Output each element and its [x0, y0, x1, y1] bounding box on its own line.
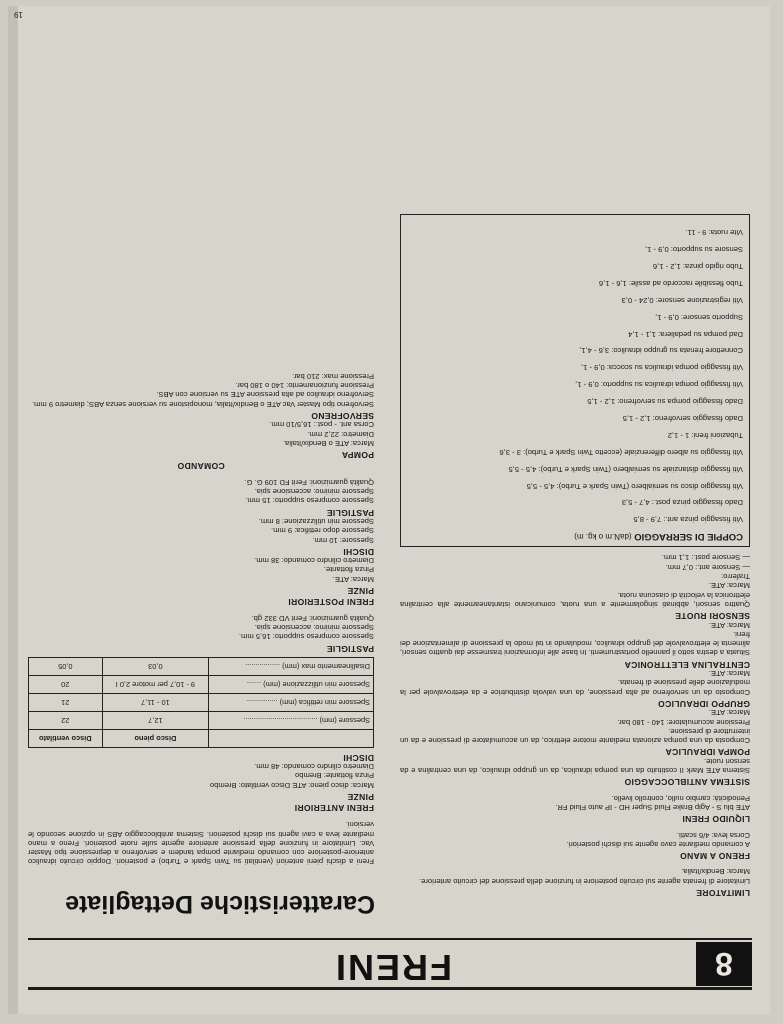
torque-item: Viti fissaggio disco su semialbero (Twin Spark e Turbo): 4,5 - 5,5	[526, 481, 743, 491]
rear-caliper-line: Diametro cilindro comando: 38 mm.	[254, 556, 374, 566]
front-caliper-line: Pinza flottante: Brembo	[295, 771, 374, 781]
rear-discs-title: DISCHI	[343, 546, 374, 557]
front-caliper-line: Diametro cilindro comando: 48 mm.	[254, 762, 374, 772]
rear-pads-title: PASTIGLIE	[326, 507, 374, 518]
rear-brakes-title: FRENI POSTERIORI	[288, 597, 374, 608]
section-front-brakes	[28, 613, 374, 812]
chapter-header	[28, 936, 752, 990]
torque-item: Viti fissaggio pompa idraulica su scocca: 0,9 - 1,	[581, 363, 743, 373]
abs-ecu-line: Marca: ATE.	[708, 620, 750, 630]
cell-vented: 21	[29, 693, 103, 711]
th-label	[209, 729, 374, 747]
torque-item: Viti registrazione sensore: 0,24 - 0,3	[621, 295, 743, 305]
torque-item: Tubo flessibile raccordo ad assile: 1,6 - 1,6	[598, 278, 743, 288]
page-sheet	[8, 6, 770, 1014]
front-pads-line: Spessore compreso supporto: 16,5 mm.	[238, 632, 374, 642]
cell-vented: 0,05	[29, 657, 103, 675]
torque-box	[400, 214, 750, 547]
column-left	[400, 214, 750, 904]
torque-title-text: COPPIE DI SERRAGGIO	[634, 531, 743, 543]
torque-item: Viti fissaggio distanziale su semialbero (Twin Spark e Turbo): 4,5 - 5,5	[508, 464, 743, 474]
limiter-line: Marca: Bendix/Italia.	[681, 867, 750, 877]
intro-paragraph: Freni a dischi pieni anteriori (ventilati su Twin Spark e Turbo) e posteriori. Doppio circuito idraulico anteriore-posteriore con comando mediante pompa tandem e servofreno a depressione tipo Master Vac. Limitatore in funzione della pressione anteriore agente sulle ruote posteriori. Freno a mano mediante leva a cavi agenti sui dischi posteriori. Sistema antibloccaggio ABS in opzione secondo le versioni.	[28, 820, 374, 867]
cell-full: 12,7	[102, 711, 209, 729]
cell-label: Spessore min utilizzazione (mm) .......	[209, 675, 374, 693]
abs-ecu-title: CENTRALINA ELETTRONICA	[624, 659, 750, 670]
torque-item: Vite ruota: 9 - 11.	[685, 228, 743, 238]
cell-label: Spessore (mm) ....................................	[209, 711, 374, 729]
torque-item: Sensore su supporto: 0,9 - 1,	[645, 245, 743, 255]
front-discs-title: DISCHI	[343, 752, 374, 763]
abs-sensor-line: Traferro:	[721, 572, 750, 582]
servo-line: Pressione funzionamento: 140 o 180 bar.	[235, 381, 374, 391]
front-brakes-title: FRENI ANTERIORI	[294, 803, 374, 814]
table-row	[29, 675, 374, 693]
rear-calipers-title: PINZE	[347, 586, 374, 597]
abs-pump-line: Composta da una pompa azionata mediante motore elettrico, da un accumulatore di pressione e da un interruttore di pressione.	[400, 726, 750, 746]
front-pads-line: Qualità guarnizioni: Ferit VD 332 gb.	[251, 613, 374, 623]
front-pads-title: PASTIGLIE	[326, 643, 374, 654]
abs-title: SISTEMA ANTIBLOCCAGGIO	[624, 777, 750, 788]
servo-line: Servofreno idraulico ad alta pressione ATE su versione con ABS.	[156, 390, 374, 400]
abs-hydraulic-title: GRUPPO IDRAULICO	[657, 698, 750, 709]
limiter-title: LIMITATORE	[695, 888, 750, 898]
section-rear-brakes	[28, 478, 374, 607]
torque-item: Viti fissaggio pinza ant.: 7,9 - 8,5	[633, 515, 743, 525]
rear-caliper-line: Pinza flottante.	[323, 565, 374, 575]
pump-line: Diametro: 22,2 mm.	[307, 429, 374, 439]
table-row	[29, 657, 374, 675]
torque-item: Dad pompa su pedaliera: 1,1 - 1,4	[628, 329, 743, 339]
front-discs-table	[28, 657, 374, 748]
abs-sensor-line: — Sensore post.: 1,1 mm.	[661, 553, 750, 563]
rear-caliper-line: Marca: ATE.	[332, 574, 374, 584]
command-title: COMANDO	[177, 461, 225, 472]
chapter-number: 8	[696, 942, 752, 986]
torque-item: Viti fissaggio su albero differenziale (eccetto Twin Spark e Turbo): 3 - 3,6	[499, 447, 743, 457]
handbrake-title: FRENO A MANO	[679, 851, 750, 862]
torque-unit: (daN.m o kg. m)	[574, 532, 632, 542]
cell-label: Disallineamento max (mm) .................	[209, 657, 374, 675]
servo-line: Pressione max: 210 bar.	[292, 371, 374, 381]
section-limiter	[400, 867, 750, 897]
torque-item: Tubazioni freni: 1 - 1,2	[667, 430, 743, 440]
torque-item: Tubo rigido pinza: 1,2 - 1,6	[652, 261, 743, 271]
abs-hydraulic-line: Marca: ATE.	[708, 669, 750, 679]
th-disco-ventilato: Disco ventilato	[29, 729, 103, 747]
limiter-line: Limitatore di frenata agente sul circuito posteriore in funzione della pressione del circuito anteriore.	[419, 876, 750, 886]
table-row	[29, 711, 374, 729]
header-rule-bottom	[28, 938, 752, 940]
section-abs	[400, 553, 750, 786]
th-disco-pieno: Disco pieno	[102, 729, 209, 747]
front-caliper-line: Marca: disco pieno: ATE Disco ventilato: Brembo	[209, 780, 374, 790]
servo-line: Servofreno tipo Master Vac ATE o Bendix/Italia, monopistone su versione senza ABS; diametro 9 mm.	[31, 399, 374, 409]
rear-disc-line: Spessore dopo rettifica: 9 mm.	[271, 526, 374, 536]
section-command	[28, 372, 374, 471]
cell-vented: 22	[29, 711, 103, 729]
table-header-row	[29, 729, 374, 747]
torque-item: Supporto sensore: 0,9 - 1,	[655, 312, 743, 322]
fluid-line: ATE blu S - Agip Brake Fluid Super HD - IP auto Fluid FR.	[555, 802, 750, 812]
section-handbrake	[400, 830, 750, 860]
abs-ecu-line: Situata a destra sotto il pannello portastrumenti. In base alle informazioni trasmesse dai quattro sensori, alimenta le elettrovalvole del gruppo idraulico, modulando in tal modo la pressione di alimentazione dei freni.	[400, 629, 750, 658]
rear-disc-line: Spessore min utilizzazione: 8 mm.	[258, 516, 374, 526]
chapter-title: FRENI	[334, 947, 452, 988]
cell-vented: 20	[29, 675, 103, 693]
handbrake-line: Corsa leva: 4/6 scatti.	[676, 830, 750, 840]
abs-hydraulic-line: Composto da un servofreno ad alta pressione, da una valvola distributrice e da elettrovalvole per la modulazione delle pressione di frenata.	[400, 678, 750, 697]
abs-sensor-line: Quattro sensori, abbinati singolarmente a una ruota, comunicano istantaneamente alla centralina elettronica la velocità di ciascuna ruota.	[400, 590, 750, 609]
torque-item: Connettore frenata su gruppo idraulico: 3,6 - 4,1,	[579, 346, 743, 356]
pump-line: Marca: ATE o Bendix/Italia.	[282, 438, 374, 448]
cell-label: Spessore min rettifica (mm) ...............	[209, 693, 374, 711]
page-number: 19	[14, 10, 23, 19]
torque-item: Dado fissaggio pinza post.: 4,7 - 5,3	[621, 498, 743, 508]
fluid-line: Periodicità: cambio nullo, controllo livello.	[611, 793, 750, 803]
abs-pump-line: Pressione accumulatore: 140 - 180 bar.	[617, 717, 750, 727]
abs-sensor-line: Marca: ATE.	[708, 581, 750, 591]
table-row	[29, 693, 374, 711]
servo-title: SERVOFRENO	[310, 411, 374, 422]
fluid-title: LIQUIDO FRENI	[682, 814, 750, 825]
abs-sensor-line: — Sensore ant.: 0,7 mm.	[665, 562, 750, 572]
abs-pump-title: POMPA IDRAULICA	[665, 747, 750, 758]
rear-disc-line: Spessore: 10 mm.	[312, 535, 374, 545]
front-pads-line: Spessore minimo: accensione spia.	[254, 622, 374, 632]
column-right	[28, 372, 374, 874]
torque-item: Dado fissaggio pompa su servofreno: 1,2 - 1,5	[587, 397, 743, 407]
page-title: Caratteristiche Dettagliate	[65, 890, 375, 918]
rear-pads-line: Spessore compreso supporto: 15 mm.	[245, 496, 374, 506]
abs-sensors-title: SENSORI RUOTE	[674, 611, 750, 622]
torque-item: Dado fissaggio servofreno: 1,2 - 1,5	[622, 413, 743, 423]
rear-pads-line: Qualità guarnizioni: Ferit FD 109 G. G.	[244, 477, 374, 487]
torque-item: Viti fissaggio pompa idraulica su supporto: 0,9 - 1,	[575, 380, 743, 390]
rear-pads-line: Spessore minimo: accensione spia.	[254, 487, 374, 497]
cell-full: 10 - 11,7	[102, 693, 209, 711]
abs-intro: Sistema ATE Mark II costituito da una pompa idraulica, da un gruppo idraulico, da una centralina e da sensori ruote.	[400, 756, 750, 776]
handbrake-line: A comando mediante cavo agente sui dischi posteriori.	[566, 839, 750, 849]
abs-pump-line: Marca: ATE.	[708, 708, 750, 718]
cell-full: 0,03	[102, 657, 209, 675]
cell-full: 9 - 10,7 per motore 2,0 I	[102, 675, 209, 693]
section-fluid	[400, 793, 750, 823]
pump-line: Corsa ant. - post.: 16,5/10 mm.	[269, 420, 374, 430]
pump-title: POMPA	[341, 450, 374, 461]
page-edge	[8, 6, 18, 1014]
torque-title	[407, 532, 743, 541]
front-calipers-title: PINZE	[347, 792, 374, 803]
